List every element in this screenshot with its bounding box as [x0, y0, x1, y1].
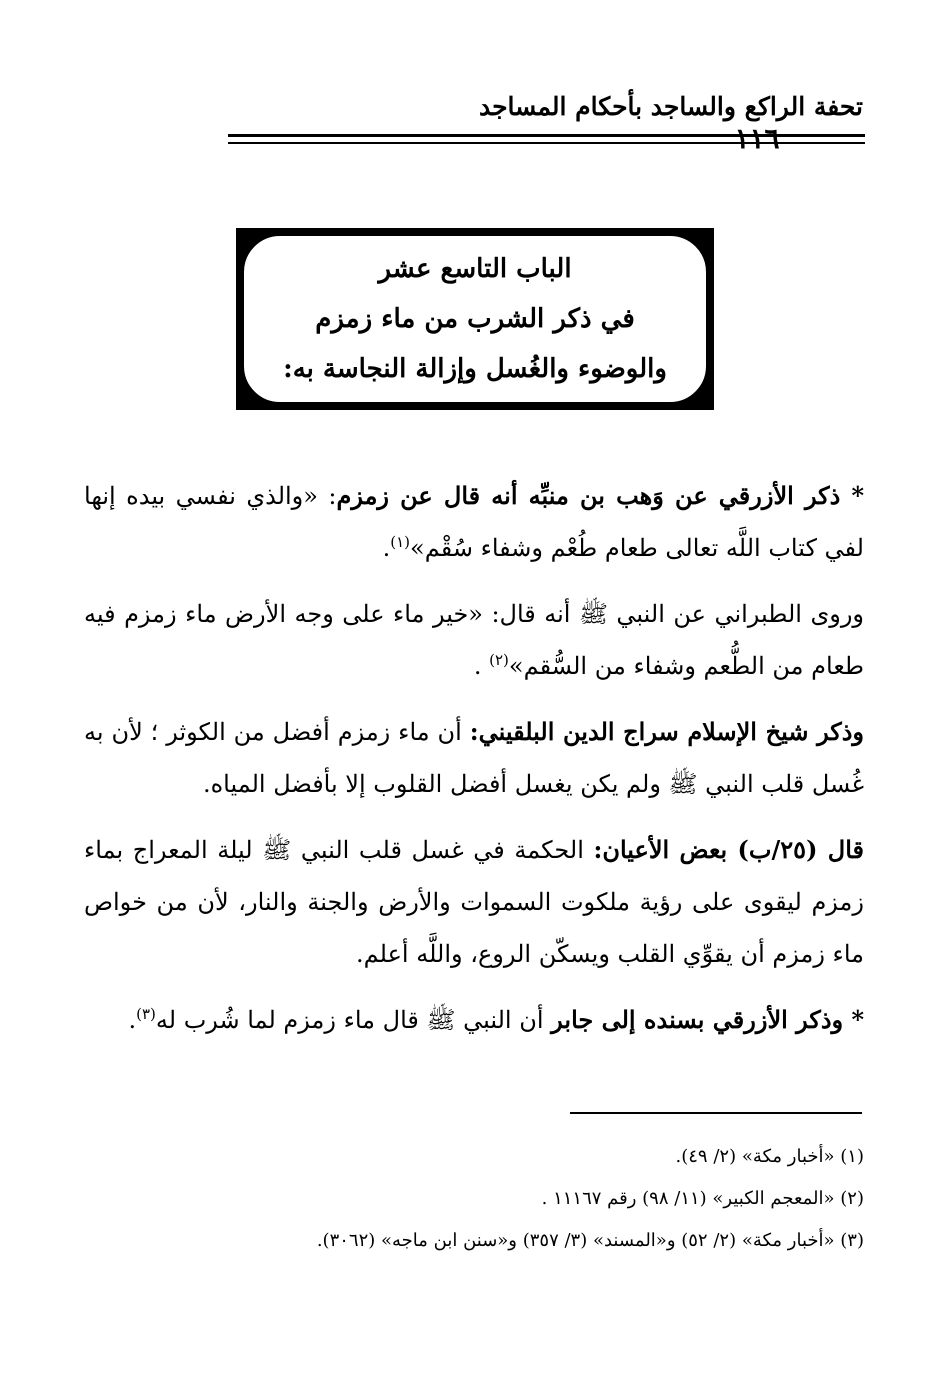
paragraph — [84, 994, 864, 1046]
footnotes — [84, 1136, 864, 1262]
paragraph-text: وروى الطبراني عن النبي ﷺ أنه قال: «خير ماء على وجه الأرض ماء زمزم فيه طعام من الطُّعم وشفاء من السُّقم» — [84, 600, 864, 680]
paragraph-lead: * ذكر الأزرقي عن وَهب بن منبِّه أنه قال عن زمزم — [336, 481, 864, 510]
paragraph-text: أن ماء زمزم أفضل من الكوثر ؛ لأن به غُسل قلب النبي ﷺ ولم يكن يغسل أفضل القلوب إلا بأفضل المياه. — [84, 718, 864, 798]
paragraph — [84, 824, 864, 980]
paragraph-lead: قال (٢٥/ب) بعض الأعيان: — [593, 835, 864, 864]
paragraph-text: أن النبي ﷺ قال ماء زمزم لما شُرب له — [155, 1006, 552, 1034]
paragraph-text: الحكمة في غسل قلب النبي ﷺ ليلة المعراج بماء زمزم ليقوى على رؤية ملكوت السموات والأرض والجنة والنار، لأن من خواص ماء زمزم أن يقوِّي القلب ويسكّن الروع، واللَّه أعلم. — [84, 836, 864, 968]
footnote-separator — [570, 1112, 862, 1114]
paragraph-lead: وذكر شيخ الإسلام سراج الدين البلقيني: — [469, 717, 865, 746]
chapter-title-frame — [242, 234, 708, 404]
chapter-title-box — [236, 228, 714, 410]
running-header-title: تحفة الراكع والساجد بأحكام المساجد — [478, 92, 863, 121]
page-number-rule — [805, 142, 865, 144]
footnote: (٣) «أخبار مكة» (٢/ ٥٢) و«المسند» (٣/ ٣٥٧) و«سنن ابن ماجه» (٣٠٦٢). — [316, 1230, 864, 1251]
footnote: (٢) «المعجم الكبير» (١١/ ٩٨) رقم ١١١٦٧ . — [541, 1188, 864, 1209]
chapter-title-line: في ذكر الشرب من ماء زمزم — [315, 304, 635, 334]
page-number-rule — [805, 134, 865, 137]
paragraph — [84, 470, 864, 574]
paragraph-end: . — [128, 1006, 137, 1034]
chapter-title-line: والوضوء والغُسل وإزالة النجاسة به: — [283, 354, 667, 384]
paragraph-end: . — [382, 534, 391, 562]
footnote-ref: (٣) — [136, 1005, 156, 1023]
page-number: ١١٦ — [734, 122, 780, 155]
paragraph-text: : «والذي نفسي بيده إنها لفي كتاب اللَّه تعالى طعام طُعْم وشفاء سُقْم» — [84, 482, 864, 562]
footnote-ref: (٢) — [489, 651, 509, 669]
footnote-ref: (١) — [390, 533, 411, 551]
paragraph — [84, 588, 864, 692]
footnote: (١) «أخبار مكة» (٢/ ٤٩). — [675, 1146, 864, 1167]
paragraph — [84, 706, 864, 810]
body-text — [84, 470, 864, 1060]
paragraph-end: . — [473, 652, 490, 680]
chapter-title-line: الباب التاسع عشر — [378, 254, 572, 284]
paragraph-lead: * وذكر الأزرقي بسنده إلى جابر — [551, 1005, 864, 1034]
